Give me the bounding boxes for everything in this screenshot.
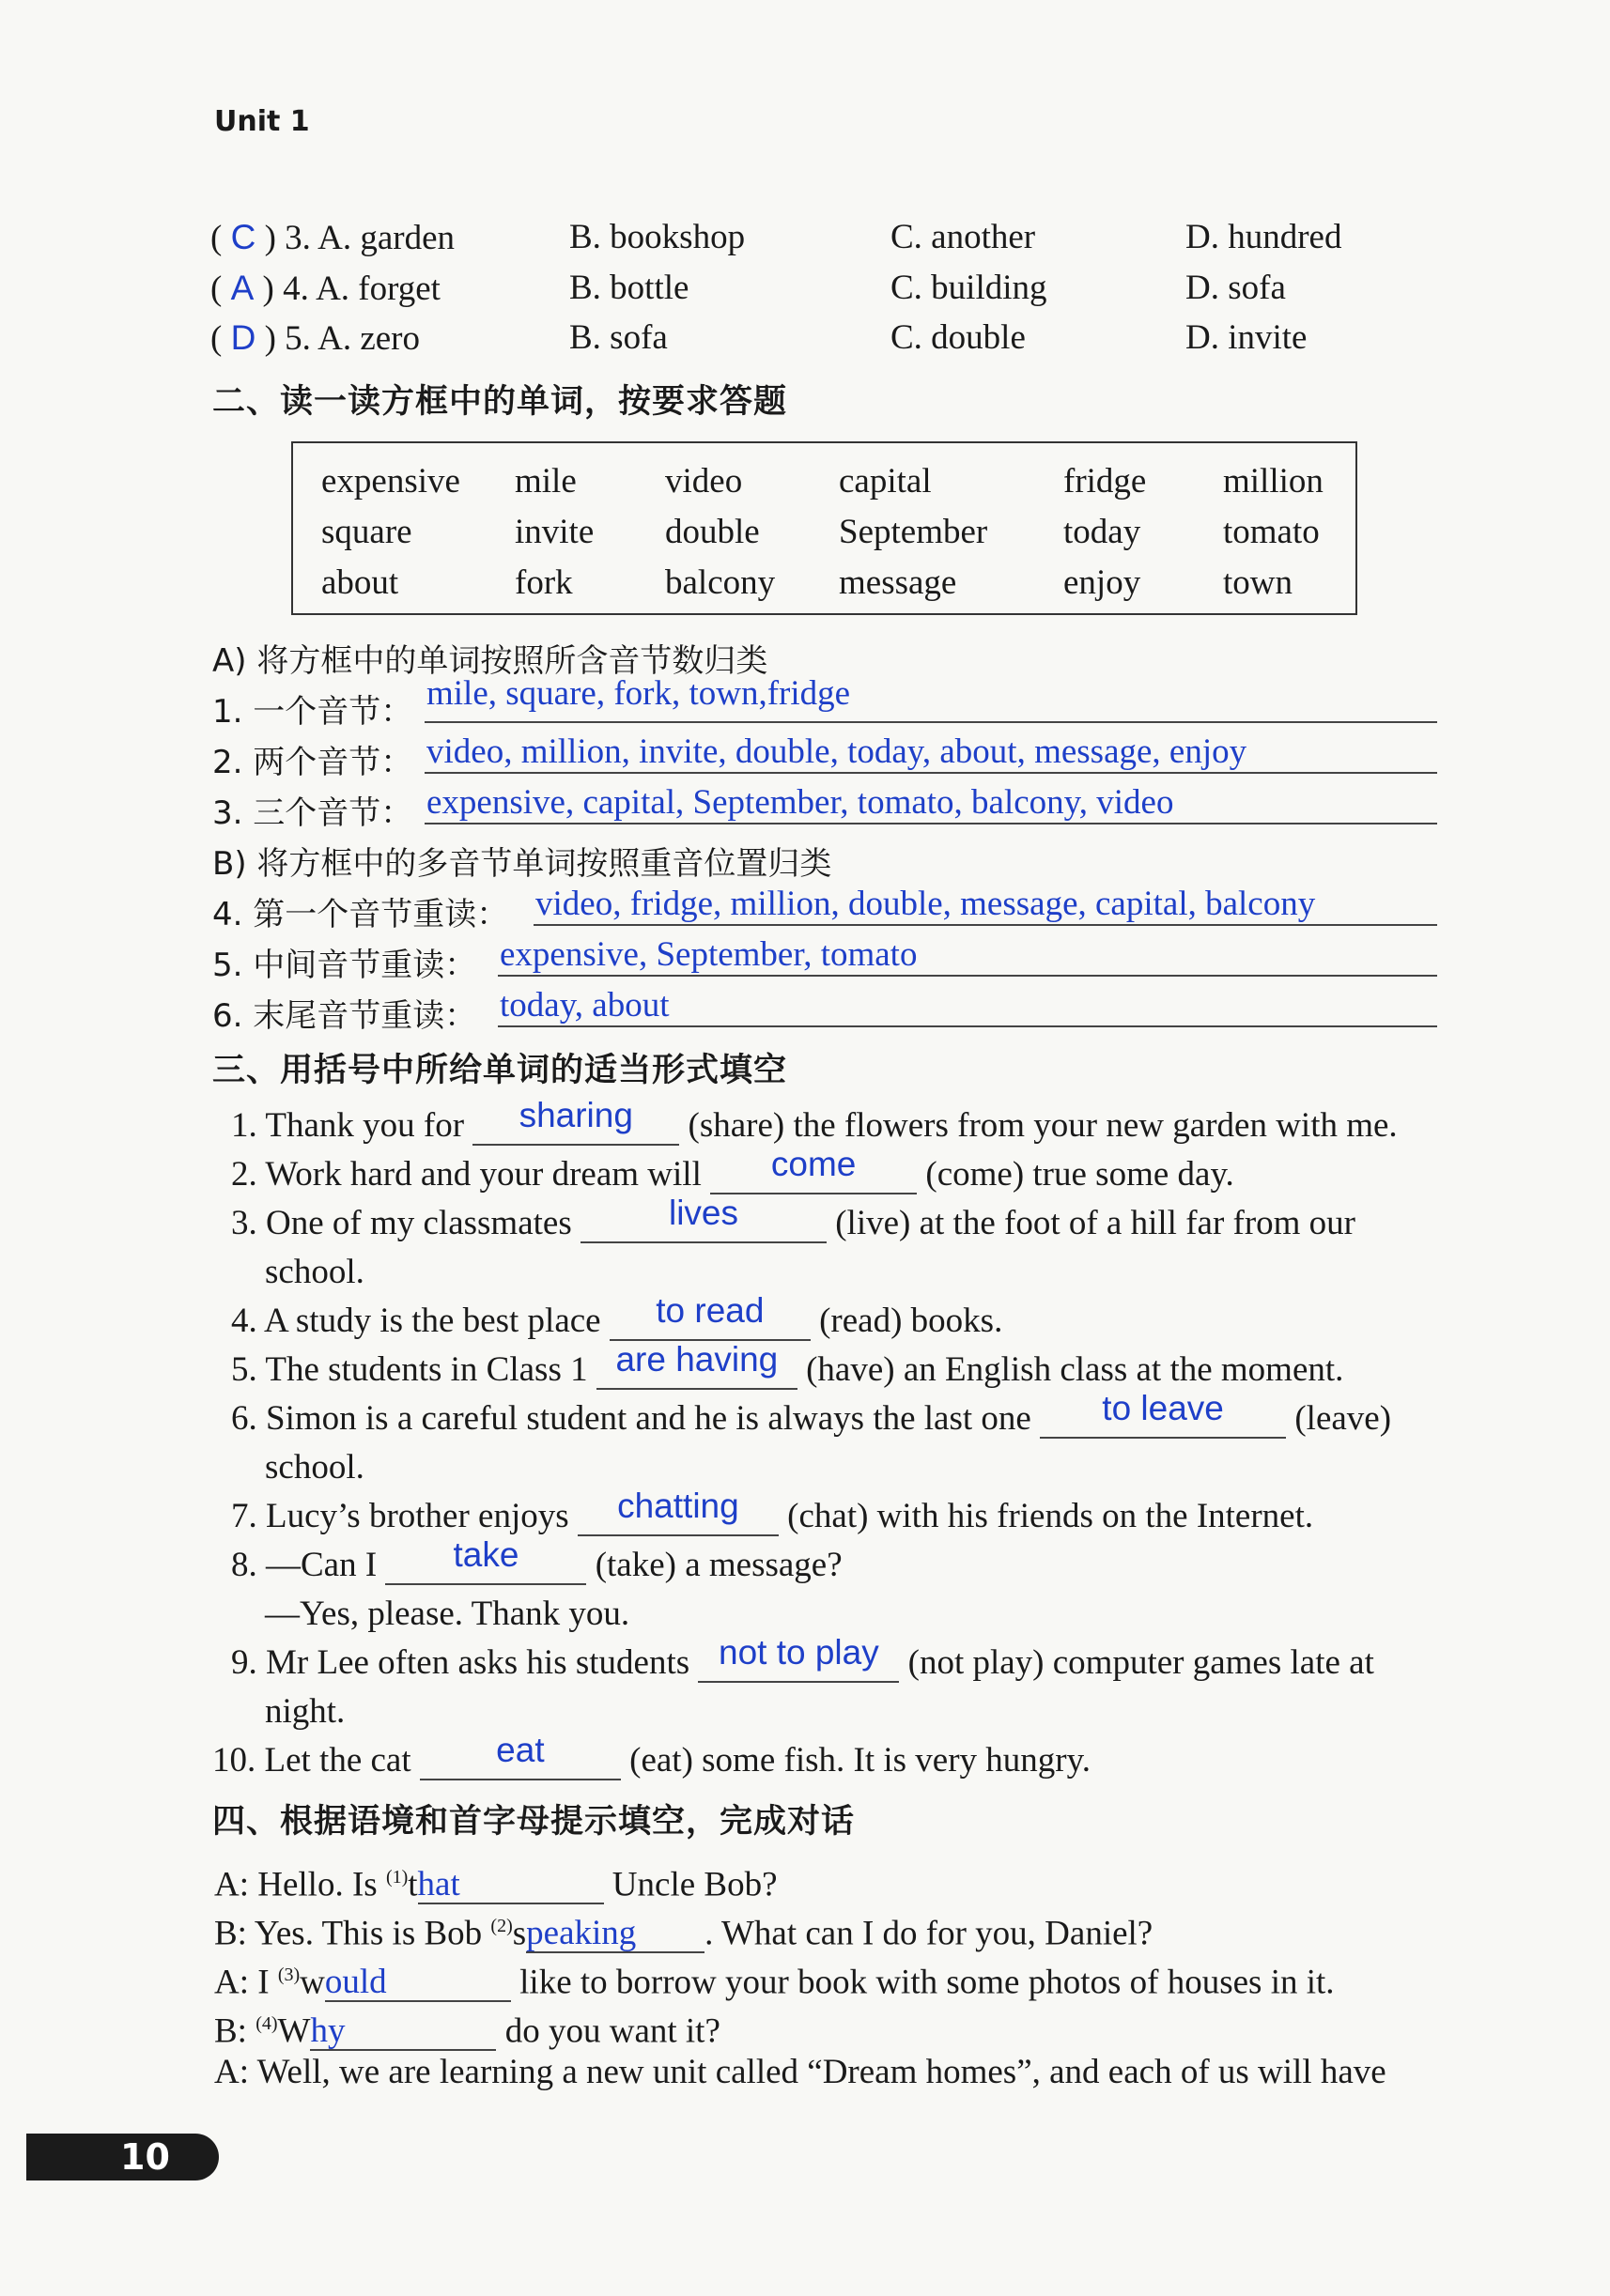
fill-blank xyxy=(698,1633,899,1683)
item-text: (share) the flowers from your new garden with me. xyxy=(688,1106,1398,1145)
item-number: 1. xyxy=(231,1106,257,1145)
item-text: —Can I xyxy=(266,1546,378,1584)
item-text: (leave) xyxy=(1294,1399,1392,1438)
fill-answer: eat xyxy=(496,1731,545,1769)
section-2-heading: 二、读一读方框中的单词，按要求答题 xyxy=(212,383,788,421)
fill-blank xyxy=(610,1291,811,1341)
item-answer: expensive, capital, September, tomato, balcony, video xyxy=(426,783,1174,822)
mc-option-c: C. another xyxy=(890,218,1036,256)
item-label: 5. 中间音节重读： xyxy=(212,947,477,984)
mc-number: 5. xyxy=(285,319,311,358)
fill-blank xyxy=(310,2013,496,2051)
item-number: 8. xyxy=(231,1546,257,1584)
blank-number: (2) xyxy=(490,1916,513,1936)
fill-item xyxy=(212,1731,1091,1782)
unit-title: Unit 1 xyxy=(214,105,310,138)
page-number: 10 xyxy=(120,2136,170,2178)
word: today xyxy=(1063,513,1141,551)
section-4-heading: 四、根据语境和首字母提示填空，完成对话 xyxy=(212,1803,856,1841)
blank-number: (1) xyxy=(385,1867,409,1888)
mc-row: ( A ) 4. A. forget xyxy=(210,269,441,308)
fill-blank xyxy=(418,1867,604,1904)
item-text: Work hard and your dream will xyxy=(265,1155,702,1194)
fill-answer: not to play xyxy=(719,1633,879,1672)
blank-number: (3) xyxy=(277,1965,301,1985)
item-number: 6. xyxy=(231,1399,257,1438)
speaker-label: A: xyxy=(214,2053,249,2091)
word: fork xyxy=(515,563,573,602)
fill-answer: chatting xyxy=(617,1487,739,1525)
answer-line xyxy=(498,975,1437,977)
fill-blank xyxy=(596,1340,797,1390)
fill-answer: lives xyxy=(668,1194,738,1232)
word: invite xyxy=(515,513,595,551)
mc-row: ( C ) 3. A. garden xyxy=(210,218,455,257)
fill-blank xyxy=(581,1194,827,1243)
fill-item xyxy=(231,1340,1344,1392)
item-label: 1. 一个音节： xyxy=(212,693,413,731)
mc-row: ( D ) 5. A. zero xyxy=(210,318,420,358)
item-text: (chat) with his friends on the Internet. xyxy=(787,1497,1314,1535)
word: double xyxy=(665,513,760,551)
item-text: A study is the best place xyxy=(263,1302,601,1340)
item-number: 9. xyxy=(231,1643,257,1682)
fill-item xyxy=(231,1291,1003,1343)
mc-option-a: A. forget xyxy=(316,270,441,308)
dialogue-line xyxy=(214,1856,778,1906)
answer-line xyxy=(425,772,1437,774)
mc-option-d: D. sofa xyxy=(1185,269,1286,307)
fill-item xyxy=(231,1487,1314,1538)
item-answer: video, million, invite, double, today, about, message, enjoy xyxy=(426,732,1247,771)
word: video xyxy=(665,462,743,501)
dialogue-line xyxy=(214,2002,720,2053)
item-answer: today, about xyxy=(500,986,670,1025)
dialogue-line xyxy=(214,1904,1153,1955)
fill-blank xyxy=(420,1731,621,1780)
fill-item xyxy=(231,1145,1234,1196)
word: balcony xyxy=(665,563,776,602)
mc-option-c: C. building xyxy=(890,269,1047,307)
fill-blank xyxy=(472,1096,679,1146)
item-text: (eat) some fish. It is very hungry. xyxy=(629,1741,1091,1780)
blank-number: (4) xyxy=(255,2013,278,2034)
item-answer: expensive, September, tomato xyxy=(500,935,918,974)
fill-blank xyxy=(710,1145,917,1194)
mc-number: 3. xyxy=(285,219,311,257)
item-text: The students in Class 1 xyxy=(265,1350,588,1389)
item-number: 5. xyxy=(231,1350,257,1389)
mc-option-c: C. double xyxy=(890,318,1026,357)
item-label: 4. 第一个音节重读： xyxy=(212,896,509,933)
item-text: Simon is a careful student and he is always the last one xyxy=(266,1399,1031,1438)
speaker-label: A: xyxy=(214,1865,249,1904)
part-a-instruction: A) 将方框中的单词按照所含音节数归类 xyxy=(212,642,768,680)
initial-letter: s xyxy=(512,1914,527,1953)
item-answer: mile, square, fork, town,fridge xyxy=(426,674,851,713)
fill-answer: take xyxy=(453,1535,519,1574)
fill-item xyxy=(231,1633,1374,1685)
dialogue-text: . What can I do for you, Daniel? xyxy=(704,1914,1153,1953)
initial-letter: t xyxy=(408,1865,418,1904)
item-text: Thank you for xyxy=(265,1106,465,1145)
item-text: (come) true some day. xyxy=(925,1155,1234,1194)
mc-answer: C xyxy=(230,218,256,256)
fill-answer: hy xyxy=(310,2011,346,2051)
mc-number: 4. xyxy=(283,270,309,308)
mc-option-b: B. bookshop xyxy=(569,218,746,256)
answer-line xyxy=(534,924,1437,926)
fill-answer: are having xyxy=(615,1340,779,1379)
word: message xyxy=(839,563,957,602)
fill-answer: come xyxy=(770,1145,857,1183)
item-answer: video, fridge, million, double, message, capital, balcony xyxy=(535,885,1316,923)
item-text: (read) books. xyxy=(819,1302,1003,1340)
item-continuation: school. xyxy=(265,1253,364,1291)
item-label: 3. 三个音节： xyxy=(212,794,413,832)
word: mile xyxy=(515,462,577,501)
word: about xyxy=(321,563,399,602)
initial-letter: w xyxy=(300,1963,325,2002)
part-b-instruction: B) 将方框中的多音节单词按照重音位置归类 xyxy=(212,845,832,883)
fill-blank xyxy=(325,1965,511,2002)
item-text: (take) a message? xyxy=(595,1546,843,1584)
dialogue-text: I xyxy=(257,1963,270,2002)
mc-option-d: D. hundred xyxy=(1185,218,1342,256)
speaker-label: B: xyxy=(214,2011,247,2051)
speaker-label: A: xyxy=(214,1963,249,2002)
word: fridge xyxy=(1063,462,1147,501)
item-text: Let the cat xyxy=(264,1741,411,1780)
fill-answer: peaking xyxy=(526,1914,637,1953)
item-label: 2. 两个音节： xyxy=(212,744,413,781)
word: million xyxy=(1223,462,1324,501)
fill-answer: ould xyxy=(324,1963,387,2002)
item-continuation: —Yes, please. Thank you. xyxy=(265,1595,630,1633)
item-text: (not play) computer games late at xyxy=(907,1643,1374,1682)
item-number: 2. xyxy=(231,1155,257,1194)
fill-answer: to leave xyxy=(1102,1389,1224,1427)
item-text: (live) at the foot of a hill far from our xyxy=(835,1204,1356,1242)
dialogue-text: Yes. This is Bob xyxy=(254,1914,483,1953)
item-text: One of my classmates xyxy=(266,1204,572,1242)
fill-blank xyxy=(526,1916,704,1953)
item-text: (have) an English class at the moment. xyxy=(806,1350,1344,1389)
word: enjoy xyxy=(1063,563,1141,602)
speaker-label: B: xyxy=(214,1914,247,1953)
word: square xyxy=(321,513,412,551)
mc-option-a: A. zero xyxy=(317,319,420,358)
word: tomato xyxy=(1223,513,1320,551)
section-3-heading: 三、用括号中所给单词的适当形式填空 xyxy=(212,1052,788,1089)
fill-blank xyxy=(578,1487,779,1536)
fill-answer: sharing xyxy=(519,1096,633,1134)
fill-blank xyxy=(385,1535,586,1585)
answer-line xyxy=(425,721,1437,723)
mc-option-a: A. garden xyxy=(317,219,455,257)
dialogue-text: Uncle Bob? xyxy=(611,1865,778,1904)
item-number: 3. xyxy=(231,1204,257,1242)
mc-option-d: D. invite xyxy=(1185,318,1308,357)
dialogue-text: Hello. Is xyxy=(257,1865,378,1904)
word: town xyxy=(1223,563,1293,602)
word: capital xyxy=(839,462,932,501)
item-number: 10. xyxy=(212,1741,256,1780)
dialogue-line xyxy=(214,1953,1335,2004)
item-continuation: night. xyxy=(265,1692,346,1731)
fill-item xyxy=(231,1096,1398,1148)
initial-letter: W xyxy=(277,2011,311,2051)
fill-answer: hat xyxy=(417,1865,460,1904)
answer-line xyxy=(498,1025,1437,1027)
dialogue-line xyxy=(214,2051,1386,2094)
word: September xyxy=(839,513,988,551)
item-text: Mr Lee often asks his students xyxy=(266,1643,690,1682)
mc-answer: A xyxy=(230,269,255,307)
item-text: Lucy’s brother enjoys xyxy=(266,1497,569,1535)
dialogue-text: like to borrow your book with some photos of houses in it. xyxy=(519,1963,1335,2002)
fill-item xyxy=(231,1389,1392,1441)
answer-line xyxy=(425,823,1437,824)
fill-item xyxy=(231,1194,1356,1245)
mc-option-b: B. sofa xyxy=(569,318,668,357)
mc-option-b: B. bottle xyxy=(569,269,689,307)
mc-answer: D xyxy=(230,318,256,357)
item-number: 4. xyxy=(231,1302,257,1340)
fill-blank xyxy=(1040,1389,1286,1439)
fill-item xyxy=(231,1535,843,1587)
item-label: 6. 末尾音节重读： xyxy=(212,997,477,1035)
dialogue-text: Well, we are learning a new unit called “Dream homes”, and each of us will have xyxy=(256,2053,1386,2091)
word: expensive xyxy=(321,462,460,501)
item-number: 7. xyxy=(231,1497,257,1535)
fill-answer: to read xyxy=(656,1291,765,1330)
dialogue-text: do you want it? xyxy=(504,2011,720,2051)
item-continuation: school. xyxy=(265,1448,364,1487)
